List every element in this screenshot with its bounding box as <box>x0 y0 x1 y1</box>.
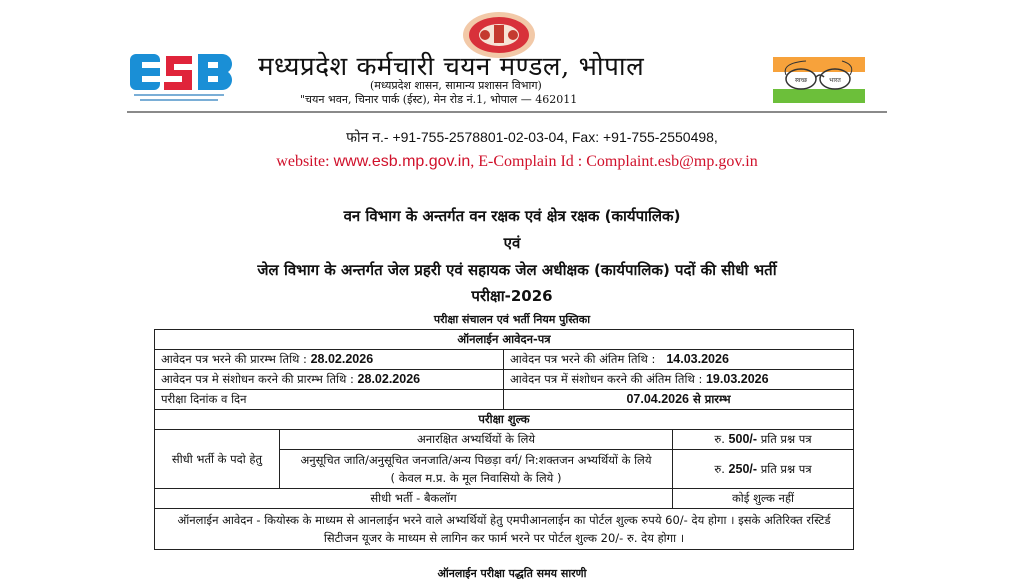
application-start-date: 28.02.2026 <box>310 352 374 366</box>
exam-date-value: 07.04.2026 <box>626 392 689 406</box>
table-row <box>155 350 854 370</box>
fee-suffix: प्रति प्रश्न पत्र <box>757 461 812 476</box>
correction-end-label: आवेदन पत्र में संशोधन करने की अंतिम तिथि : <box>510 372 703 386</box>
next-section-heading-partial: ऑनलाईन परीक्षा पद्धति समय सारणी <box>437 567 587 580</box>
table-row <box>155 370 854 390</box>
application-start-label: आवेदन पत्र भरने की प्रारम्भ तिथि : <box>161 352 307 366</box>
fee-category-reserved: अनुसूचित जाति/अनुसूचित जनजाति/अन्य पिछड़ा वर्ग/ नि:शक्तजन अभ्यर्थियों के लिये ( केवल म.प्र. के मूल निवासियो के लिये ) <box>280 450 673 489</box>
exam-date-label: परीक्षा दिनांक व दिन <box>155 390 504 410</box>
website-label: website: <box>276 153 334 170</box>
correction-end-cell <box>504 370 854 390</box>
document-title-line-2: एवं <box>503 234 521 252</box>
organization-subtitle: (मध्यप्रदेश शासन, सामान्य प्रशासन विभाग) <box>370 79 542 92</box>
fee-prefix: रु. <box>714 432 729 446</box>
exam-fee-header: परीक्षा शुल्क <box>155 410 854 430</box>
esb-logo <box>128 48 236 108</box>
table-row <box>155 330 854 350</box>
website-link[interactable]: www.esb.mp.gov.in <box>333 153 471 170</box>
contact-phone-fax: फोन न.- +91-755-2578801-02-03-04, Fax: +91-755-2550498, <box>346 129 718 145</box>
table-row <box>155 509 854 550</box>
correction-end-date: 19.03.2026 <box>705 372 769 386</box>
document-title-line-3: जेल विभाग के अन्तर्गत जेल प्रहरी एवं सहायक जेल अधीक्षक (कार्यपालिक) पदों की सीधी भर्ती <box>257 261 777 279</box>
application-end-date: 14.03.2026 <box>666 352 729 366</box>
complaint-email[interactable]: , E-Complain Id : Complaint.esb@mp.gov.in <box>470 153 758 170</box>
fee-category-unreserved: अनारक्षित अभ्यर्थियों के लिये <box>280 430 673 450</box>
correction-start-cell <box>155 370 504 390</box>
contact-web-line <box>0 153 1024 171</box>
schedule-fee-table <box>154 329 854 550</box>
portal-fee-note: ऑनलाईन आवेदन - कियोस्क के माध्यम से आनलाईन भरने वाले अभ्यर्थियों हेतु एमपीआनलाईन का पोर्टल शुल्क रुपये 60/- देय होगा । इसके अतिरिक्त रस्टिर्ड सिटीजन यूजर के माध्यम से लागिन कर फार्म भरने पर पोर्टल शुल्क 20/- रु. देय होगा । <box>155 509 854 550</box>
svg-text:स्वच्छ: स्वच्छ <box>794 77 808 84</box>
header-divider <box>127 111 887 113</box>
fee-amount: 250/- <box>728 461 758 476</box>
fee-amount: 500/- <box>728 432 758 446</box>
backlog-fee: कोई शुल्क नहीं <box>673 489 854 509</box>
fee-suffix: प्रति प्रश्न पत्र <box>757 432 812 446</box>
swachh-bharat-logo <box>773 57 865 103</box>
document-subtitle: परीक्षा संचालन एवं भर्ती नियम पुस्तिका <box>433 313 591 326</box>
correction-start-label: आवेदन पत्र मे संशोधन करने की प्रारम्भ तिथि : <box>161 372 354 386</box>
direct-recruitment-label: सीधी भर्ती के पदो हेतु <box>155 430 280 489</box>
exam-date-suffix: से प्रारम्भ <box>689 392 731 406</box>
correction-start-date: 28.02.2026 <box>357 372 421 386</box>
application-end-label: आवेदन पत्र भरने की अंतिम तिथि : <box>510 352 656 366</box>
table-row <box>155 489 854 509</box>
online-application-header: ऑनलाईन आवेदन-पत्र <box>155 330 854 350</box>
organization-address: "चयन भवन, चिनार पार्क (ईस्ट), मेन रोड नं.1, भोपाल — 462011 <box>300 93 578 106</box>
application-start-cell <box>155 350 504 370</box>
application-end-cell <box>504 350 854 370</box>
fee-amount-unreserved <box>673 430 854 450</box>
table-row <box>155 410 854 430</box>
table-row <box>155 390 854 410</box>
table-row <box>155 430 854 450</box>
fee-amount-reserved <box>673 450 854 489</box>
document-title-line-1: वन विभाग के अन्तर्गत वन रक्षक एवं क्षेत्र रक्षक (कार्यपालिक) <box>343 207 681 225</box>
fee-prefix: रु. <box>714 461 729 476</box>
exam-date-cell <box>504 390 854 410</box>
organization-title: मध्यप्रदेश कर्मचारी चयन मण्डल, भोपाल <box>258 52 645 82</box>
backlog-label: सीधी भर्ती - बैकलॉग <box>155 489 673 509</box>
svg-text:भारत: भारत <box>829 77 841 84</box>
document-title-line-4: परीक्षा-2026 <box>471 287 553 305</box>
